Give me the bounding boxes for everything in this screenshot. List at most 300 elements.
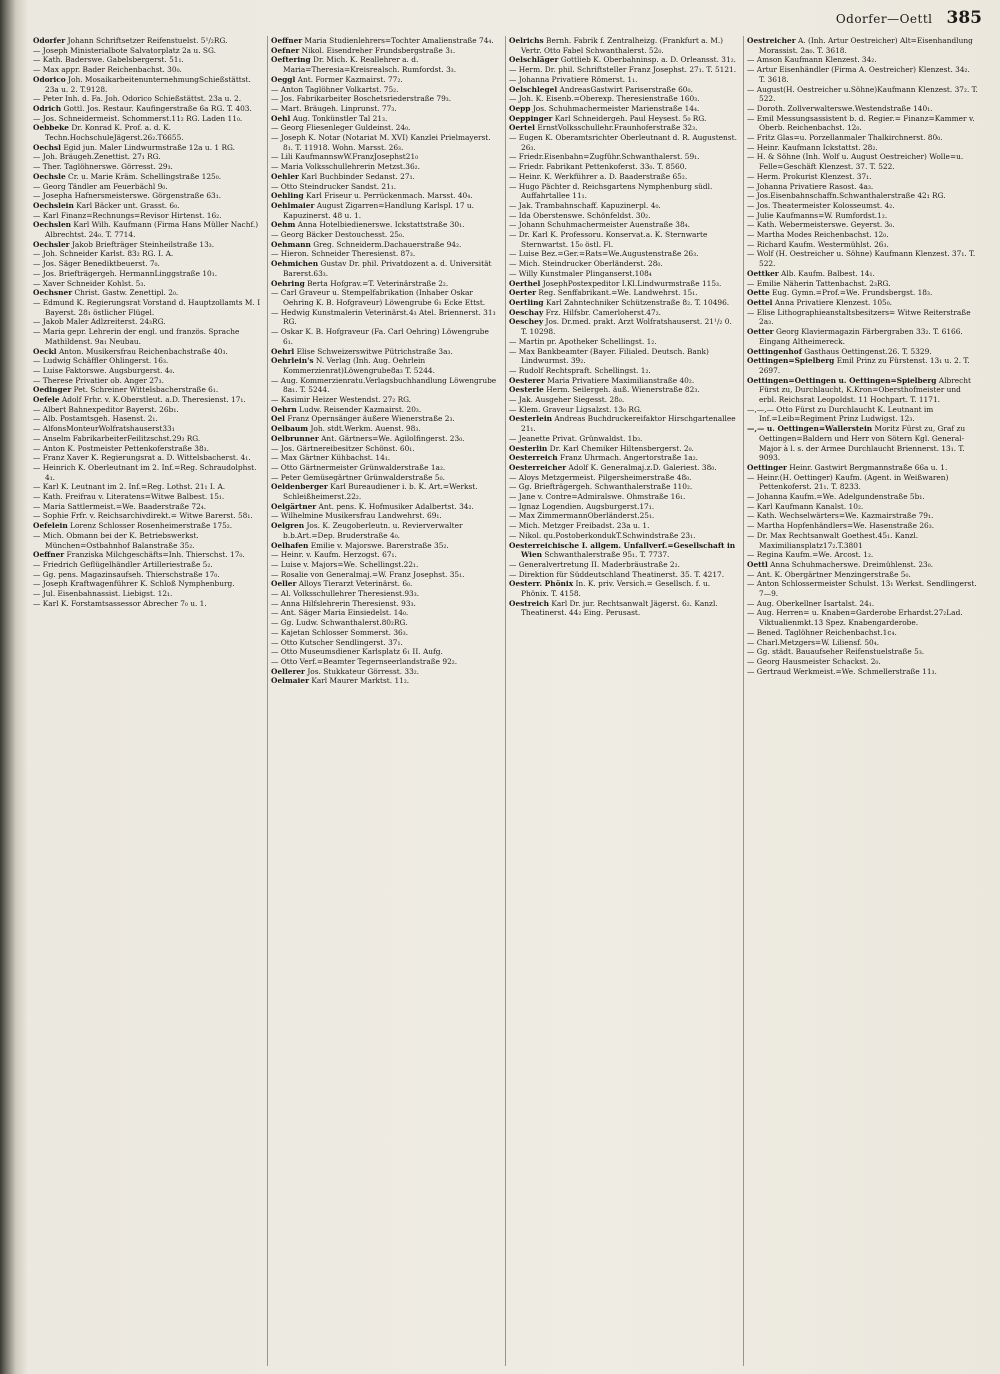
entry-details: N. Verlag (Inh. Aug. Oehrlein Kommerzienrat)Löwengrube8a₃ T. 5244. [283,356,435,375]
entry-details: — Carl Graveur u. Stempelfabrikation (Inhaber Oskar Oehring K. B. Hofgraveur) Löwengrube 6₁ Ecke Ettst. [271,288,486,307]
entry-details: — Anton Schlossermeister Schulst. 13₁ Werkst. Sendlingerst. 7—9. [747,579,977,599]
entry-surname: Oeschey [509,317,544,327]
entry-details: — Georg Fliesenleger Guldeinst. 24₀. [271,123,411,133]
directory-entry [271,579,501,589]
entry-details: — Lili KaufmannswW.FranzJosephst21₀ [271,152,419,162]
entry-surname: Odorfer [33,36,66,45]
entry-details: — Jos. Schneidermeist. Schommerst.11₂ RG. Laden 11₀. [33,113,243,123]
entry-surname: Oelbaum [271,424,309,434]
entry-surname: Oeffner [33,550,65,560]
entry-surname: Oelhafen [271,540,309,550]
entry-surname: Oeggl [271,74,296,84]
directory-entry [509,347,739,366]
entry-details: Anna Privatiere Klenzest. 105₀. [774,297,893,307]
directory-entry [33,114,263,124]
directory-entry [271,434,501,444]
entry-details: Maria Studienlehrers=Tochter Amalienstraße 74₄. [304,36,494,45]
entry-details: — Regina Kaufm.=We. Arcost. 1₂. [747,550,874,560]
entry-details: — Ignaz Logendien. Augsburgerst.17₁. [509,501,655,511]
directory-entry [747,85,978,104]
directory-entry [509,172,739,182]
directory-entry [33,201,263,211]
entry-details: — Bened. Taglöhner Reichenbachst.1c₄. [747,627,897,637]
entry-details: — Karl K. Forstamtsassessor Abrecher 7₀ u. 1. [33,598,207,608]
entry-details: — Max ZimmermannOberländerst.25₁. [509,511,655,521]
entry-details: Franziska Milchgeschäfts=Inh. Thierschst. 17₀. [66,550,245,560]
entry-surname: Oechsler [33,239,70,249]
entry-details: — Hugo Pächter d. Reichsgartens Nymphenburg südl. Auffahrtallee 11₁. [509,181,713,201]
directory-entry [33,46,263,56]
directory-entry [747,211,978,221]
directory-entry [509,531,739,541]
page-header [836,8,982,34]
directory-entry [509,395,739,405]
directory-entry [33,269,263,279]
entry-details: — Kasimir Heizer Westendst. 27₂ RG. [271,395,412,405]
entry-surname: Oesterreichische I. allgem. Unfallverf.=Gesellschaft in Wien [509,540,736,560]
entry-details: — Alb. Postamtsgeh. Hasenst. 2₁. [33,414,158,424]
entry-details: — Al. Volksschullehrer Theresienst.93₃. [271,589,420,599]
directory-entry [509,220,739,230]
directory-entry [747,65,978,84]
entry-details: Aug. Tonkünstler Tal 21₃. [292,113,388,123]
entry-details: Bernh. Fabrik f. Zentralheizg. (Frankfurt a. M.) Vertr. Otto Fabel Schwanthalerst. 52₀. [521,36,724,55]
entry-surname: Oertel [509,123,535,133]
entry-details: — Rosalie von Generalmaj.=W. Franz Josephst. 35₁. [271,569,465,579]
entry-details: — Jul. Eisenbahnassist. Liebigst. 12₁. [33,589,173,599]
entry-details: Karl Wilh. Kaufmann (Firma Hans Müller Nachf.) Albrechtst. 24₀. T. 7714. [45,220,259,240]
directory-entry [33,560,263,570]
directory-entry [33,453,263,463]
entry-details: — Jane v. Contre=Admiralswe. Ohmstraße 16₁. [509,492,686,502]
entry-surname: Oepp [509,103,531,113]
entry-details: — AlfonsMonteurWolfratshauserst33₁ [33,424,175,434]
entry-details: — Maria gepr. Lehrerin der engl. und französ. Sprache Mathildenst. 9a₁ Neubau. [33,327,240,346]
directory-entry [271,85,501,95]
directory-entry [271,638,501,648]
entry-details: Lorenz Schlosser Rosenheimerstraße 175₂. [70,521,233,531]
directory-entry [747,356,978,375]
column-1 [30,36,268,1366]
entry-surname: Oehring [271,278,305,288]
directory-entry [271,657,501,667]
entry-details: In. K. priv. Versich.= Gesellsch. f. u. Phönix. T. 4158. [521,579,711,599]
entry-details: Egid jun. Maler Lindwurmstraße 12a u. 1 RG. [63,142,235,152]
directory-entry [747,511,978,521]
entry-surname: Oellerer [271,666,305,676]
directory-entry [509,249,739,259]
directory-entry [747,279,978,289]
entry-surname: Oelschläger [509,55,559,65]
entry-surname: Oechsner [33,288,73,298]
directory-entry [747,560,978,570]
entry-details: — Georg Bäcker Destouchesst. 25₀. [271,230,405,240]
directory-entry [33,279,263,289]
directory-entry [747,405,978,424]
entry-details: — Gg. pens. Magazinsaufseh. Thierschstraße 17₀. [33,569,220,579]
directory-entry [747,36,978,55]
entry-details: — Otto Kutscher Sendlingerst. 37₁. [271,637,403,647]
directory-entry [747,191,978,201]
entry-details: — Emil Messungsassistent b. d. Regier.= Finanz=Kammer v. Oberb. Reichenbachst. 12₀. [747,113,975,133]
directory-entry [33,240,263,250]
directory-entry [747,230,978,240]
directory-entry [33,482,263,492]
directory-entry [509,288,739,298]
entry-surname: Oehling [271,191,304,201]
directory-entry [33,288,263,298]
directory-entry [747,608,978,627]
directory-entry [33,492,263,502]
directory-entry [747,599,978,609]
directory-entry [271,676,501,686]
entry-surname: Oel [271,414,285,424]
entry-details: — Gg. städt. Bauaufseher Reifenstuelstraße 5₃. [747,647,925,657]
directory-entry [747,424,978,463]
entry-details: Karl Schneidergeh. Paul Heysest. 5₀ RG. [554,113,707,123]
entry-details: — Albert Bahnexpeditor Bayerst. 26b₁. [33,404,179,414]
directory-entry [747,201,978,211]
entry-surname: Oeffner [271,36,303,45]
directory-entry [271,511,501,521]
directory-entry [271,133,501,152]
entry-details: — Gertraud Werkmeist.=We. Schmellerstraße 11₃. [747,666,937,676]
entry-surname: Oesterlin [509,443,548,453]
entry-details: — Joseph Ministerialbote Salvatorplatz 2a u. SG. [33,45,216,55]
directory-entry [509,453,739,463]
entry-details: — Jeanette Privat. Grünwaldst. 1b₃. [509,433,643,443]
directory-entry [747,502,978,512]
directory-entry [509,123,739,133]
entry-details: — Otto Museumsdiener Karlsplatz 6₁ II. Aufg. [271,647,443,657]
entry-details: Christ. Gastw. Zenettipl. 2₀. [74,288,179,298]
entry-details: — Oskar K. B. Hofgraveur (Fa. Carl Oehring) Löwengrube 6₁. [271,327,489,346]
entry-details: — Anton K. Postmeister Pettenkoferstraße 38₃. [33,443,209,453]
entry-surname: Oettker [747,268,779,278]
entry-details: Frz. Hilfsbr. Camerloherst.47₂. [545,307,662,317]
entry-details: — Mich. Obmann bei der K. Betriebswerkst. München=Ostbahnhof Balanstraße 35₂. [33,530,199,550]
directory-entry [509,511,739,521]
entry-details: — Jos. Fabrikarbeiter Boschetsriederstraße 79₃. [271,94,452,104]
directory-entry [271,424,501,434]
entry-surname: Oechslen [33,220,72,230]
directory-entry [271,114,501,124]
entry-surname: Oestreicher [747,36,796,45]
entry-details: — Ant. Säger Maria Einsiedelst. 14₀. [271,608,409,618]
directory-entry [509,104,739,114]
directory-entry [271,356,501,375]
directory-entry [271,628,501,638]
entry-details: — Jos.Eisenbahnschaffn.Schwanthalerstraße 42₁ RG. [747,191,946,201]
directory-entry [271,589,501,599]
entry-surname: Oelgren [271,521,305,531]
directory-entry [747,628,978,638]
entry-details: — Klem. Graveur Ligsalzst. 13₀ RG. [509,404,642,414]
entry-details: JosephPostexpeditor I.Kl.Lindwurmstraße 115₃. [542,278,722,288]
directory-entry [509,444,739,454]
entry-details: — Karl Kaufmann Kanalst. 10₂. [747,501,864,511]
entry-details: Karl Friseur u. Perrückenmach. Marsst. 40₄. [306,191,473,201]
entry-details: — Eugen K. Oberamtsrichter Oberleutnant d. R. Augustenst. 26₃. [509,133,737,152]
directory-entry [33,162,263,172]
directory-entry [33,123,263,142]
entry-details: Karl Dr. jur. Rechtsanwalt Jägerst. 6₂. Kanzl. Theatinerst. 44₂ Eing. Perusast. [521,598,718,618]
entry-details: Albrecht Fürst zu, Durchlaucht, K.Kron=Obersthofmeister und erbl. Reichsrat Leopoldst. 11 Hochpart. T. 1171. [759,375,971,405]
directory-entry [509,376,739,386]
entry-surname: Oerthel [509,278,541,288]
directory-entry [271,230,501,240]
directory-entry [509,162,739,172]
entry-details: Dr. Mich. K. Reallehrer a. d. Maria=Theresia=Kreisrealsch. Rumfordst. 3₃. [283,55,457,75]
entry-details: Emilie v. Majorswe. Barerstraße 35₂. [310,540,449,550]
entry-surname: Oesterlein [509,414,553,424]
directory-entry [747,182,978,192]
entry-details: Jos. Stukkateur Görresst. 33₂. [307,666,420,676]
directory-entry [33,249,263,259]
entry-details: A. (Inh. Artur Oestreicher) Alt=Eisenhandlung Morassist. 2a₀. T. 3618. [759,36,973,55]
entry-details: Ludw. Reisender Kazmairst. 20₃. [299,404,422,414]
directory-entry [509,36,739,55]
entry-details: Franz Opernsänger äußere Wienerstraße 2₃. [287,414,455,424]
entry-details: Jos. K. Zeugoberleutn. u. Revierverwalter b.b.Art.=Dep. Bruderstraße 4₀. [283,521,463,540]
directory-entry [271,152,501,162]
entry-details: — August(H. Oestreicher u.Söhne)Kaufmann Klenzest. 37₂. T. 522. [747,84,978,104]
entry-details: — Richard Kaufm. Westermühlst. 26₃. [747,239,889,249]
entry-details: August Zigarren=Handlung Karlspl. 17 u. Kapuzinerst. 48 u. 1. [283,200,475,220]
entry-details: Gottlieb K. Oberbahninsp. a. D. Orleansst. 31₂. [560,55,737,65]
entry-surname: Oeschay [509,307,544,317]
directory-entry [271,182,501,192]
entry-details: Gasthaus Oettingenst.26. T. 5329. [804,346,932,356]
directory-entry [33,414,263,424]
entry-details: — Ludwig Schäffler Ohlingerst. 16₃. [33,356,169,366]
directory-entry [509,434,739,444]
directory-entry [33,385,263,395]
directory-entry [271,618,501,628]
entry-surname: Oette [747,288,770,298]
entry-details: Elise Schweizerswitwe Pütrichstraße 3a₃. [296,346,453,356]
entry-details: — Dr. Karl K. Professoru. Konservat.a. K. Sternwarte Sternwartst. 15₀ östl. Fl. [509,230,708,249]
entry-details: — Friedr.Eisenbahn=Zugführ.Schwanthalerst. 59₁. [509,152,700,162]
entry-details: — Kajetan Schlosser Sommerst. 36₃. [271,627,409,637]
entry-details: — Franz Xaver K. Regierungsrat a. D. Wittelsbacherst. 4₁. [33,453,251,463]
entry-surname: Oesterr. Phönix [509,579,574,589]
entry-details: AndreasGastwirt Pariserstraße 60₀. [559,84,693,94]
entry-details: Karl Buchbinder Sedanst. 27₁. [301,171,415,181]
entry-details: Cr. u. Marie Kräm. Schellingstraße 125₀. [68,171,222,181]
directory-entry [33,366,263,376]
directory-entry [271,75,501,85]
directory-entry [747,269,978,279]
entry-surname: Oehmann [271,239,311,249]
directory-entry [271,414,501,424]
directory-entry [33,182,263,192]
entry-surname: Oesterreich [509,453,558,463]
directory-entry [33,298,263,317]
directory-entry [33,550,263,560]
entry-details: — Gg. Ludw. Schwanthalerst.80₂RG. [271,618,408,628]
entry-details: — Jos. Gärtnereibesitzer Schönst. 60₁. [271,443,415,453]
entry-details: — Otto Gärtnermeister Grünwalderstraße 1a₂. [271,462,446,472]
entry-details: — Aug. Herren= u. Knaben=Garderobe Erhardst.27₂Lad. Viktualienmkt.13 Spez. Knabengarderobe. [747,608,963,628]
directory-entry [747,288,978,298]
directory-entry [271,502,501,512]
directory-entry [33,521,263,531]
directory-entry [509,317,739,336]
directory-entry [271,288,501,307]
directory-entry [271,473,501,483]
directory-entry [747,521,978,531]
directory-entry [509,65,739,75]
entry-details: — Aug. Kommerzienratu.Verlagsbuchhandlung Löwengrube 8a₁. T. 5244. [271,375,497,395]
entry-details: Ant. pens. K. Hofmusiker Adalbertst. 34₂. [318,501,474,511]
entry-details: — Doroth. Zollverwalterswe.Westendstraße 140₁. [747,103,933,113]
directory-entry [33,502,263,512]
entry-details: — Karl Finanz=Rechnungs=Revisor Hirtenst. 16₂. [33,210,222,220]
directory-entry [271,191,501,201]
entry-details: Berta Hofgrav.=T. Veterinärstraße 2₂. [307,278,449,288]
entry-surname: Oehler [271,171,299,181]
directory-entry [509,279,739,289]
entry-details: — Jak. Ausgeher Siegesst. 28₀. [509,395,625,405]
entry-details: — Peter Gemüsegärtner Grünwalderstraße 5₀. [271,472,445,482]
directory-entry [747,172,978,182]
directory-entry [509,298,739,308]
entry-details: — Dr. Max Rechtsanwalt Goethest.45₁. Kanzl. Maximiliansplatz17₂.T.3801 [747,530,919,550]
directory-entry [271,46,501,56]
directory-entry [509,599,739,618]
entry-details: — Anton Taglöhner Volkartst. 75₂. [271,84,399,94]
entry-details: Gottl. Jos. Restaur. Kaufingerstraße 6a RG. T. 403. [63,103,252,113]
directory-entry [271,327,501,346]
entry-details: — Rudolf Rechtspraft. Schellingst. 1₂. [509,365,651,375]
directory-entry [271,521,501,540]
directory-entry [747,579,978,598]
directory-entry [271,201,501,220]
entry-surname: Oelschlegel [509,84,558,94]
directory-entry [509,502,739,512]
directory-entry [271,240,501,250]
entry-surname: Oelrichs [509,36,544,45]
entry-details: — Heinrich K. Oberleutnant im 2. Inf.=Reg. Schraudolphst. 4₁. [33,462,257,482]
directory-entry [271,560,501,570]
entry-details: — Joseph K. Notar (Notariat M. XVI) Kanzlei Prielmayerst. 8₁. T. 11918. Wohn. Marsst. 26₃. [271,133,491,152]
entry-details: — Julie Kaufmanns=W. Rumfordst.1₂. [747,210,888,220]
directory-entry [509,308,739,318]
entry-details: — Wolf (H. Oestreicher u. Söhne) Kaufmann Klenzest. 37₁. T. 522. [747,249,976,269]
directory-entry [271,162,501,172]
directory-entry [271,395,501,405]
directory-entry [271,94,501,104]
entry-details: — Joh. K. Eisenb.=Oberexp. Theresienstraße 160₃. [509,94,700,104]
entry-details: — Jos. Briefträgergeh. HermannLinggstraße 10₁. [33,268,218,278]
entry-surname: Oesterle [509,385,544,395]
entry-details: — Willy Kunstmaler Plinganserst.108₄ [509,268,652,278]
entry-details: Anton. Musikersfrau Reichenbachstraße 40₃. [58,346,228,356]
directory-entry [271,463,501,473]
entry-details: Ant. Former Kazmairst. 77₂. [297,74,403,84]
directory-entry [271,347,501,357]
directory-entry [509,182,739,201]
entry-details: Reg. Senffabrikant.=We. Landwehrst. 15₁. [538,288,698,298]
entry-details: — Hedwig Kunstmalerin Veterinärst.4₃ Atel. Briennerst. 31₃ RG. [271,307,496,327]
entry-details: — Ida Oberstenswe. Schönfeldst. 30₂. [509,210,651,220]
directory-entry [33,434,263,444]
entry-details: — Herm. Prokurist Klenzest. 37₁. [747,171,872,181]
directory-entry [747,347,978,357]
directory-entry [747,492,978,502]
entry-details: Dr. Konrad K. Prof. a. d. K. Techn.HochschuleJägerst.26₂.T6655. [45,123,184,143]
directory-entry [271,541,501,551]
entry-details: — Therese Privatier ob. Anger 27₃. [33,375,164,385]
entry-details: Alloys Tierarzt Veterinärst. 6₀. [298,579,413,589]
directory-entry [509,482,739,492]
entry-surname: Oechsl [33,142,61,152]
entry-surname: Oehmichen [271,259,319,269]
entry-surname: Oechsle [33,171,66,181]
entry-details: — Joh. Bräugeh.Zenettist. 27₁ RG. [33,152,161,162]
entry-surname: Oehrl [271,346,295,356]
entry-surname: —,— u. Oettingen=Wallerstein [747,424,873,434]
entry-surname: Oechslein [33,200,74,210]
entry-surname: Oebbeke [33,123,70,133]
entry-details: — Artur Eisenhändler (Firma A. Oestreicher) Klenzest. 34₂. T. 3618. [747,65,970,84]
directory-entry [33,463,263,482]
column-2 [268,36,506,1366]
directory-entry [509,201,739,211]
directory-entry [33,356,263,366]
directory-entry [271,104,501,114]
directory-entry [509,414,739,433]
directory-entry [33,259,263,269]
entry-surname: Oefele [33,395,60,405]
entry-details: — H. & Söhne (Inh. Wolf u. August Oestreicher) Wolle=u. Felle=Geschäft Klenzest. 37. T. 522. [747,152,964,172]
directory-entry [271,570,501,580]
directory-entry [747,531,978,550]
directory-entry [271,308,501,327]
entry-surname: Odorico [33,74,66,84]
entry-details: Jos. Dr.med. prakt. Arzt Wolfratshauserst. 21¹/₂ 0. T. 10298. [521,317,732,337]
directory-entry [509,463,739,473]
entry-details: Georg Klaviermagazin Färbergraben 33₂. T. 6166. Eingang Altheimereck. [759,327,963,346]
entry-details: — Fritz Glas=u. Porzellanmaler Thalkirchnerst. 80₀. [747,133,943,143]
entry-details: Herm. Seilergeh. äuß. Wienerstraße 82₃. [546,385,700,395]
entry-details: Anna Hotelbiedienerswe. Ickstattstraße 30₁. [297,220,465,230]
directory-entry [33,317,263,327]
entry-details: Joh. MosaikarbeitenunternehmungSchießstättst. 23a u. 2. T.9128. [45,74,251,94]
directory-entry [271,482,501,501]
directory-entry [747,298,978,308]
directory-entry [747,463,978,473]
directory-entry [33,511,263,521]
column-3 [506,36,744,1366]
entry-details: — Hieron. Schneider Theresienst. 87₃. [271,249,416,259]
entry-details: — Johanna Privatiere Römerst. 1₁. [509,74,638,84]
entry-details: — Johanna Privatiere Rasost. 4a₃. [747,181,874,191]
directory-entry [33,152,263,162]
directory-entry [271,608,501,618]
directory-entry [509,366,739,376]
entry-details: — Martha Modes Reichenbachst. 12₀. [747,230,889,240]
entry-surname: Oerter [509,288,537,298]
directory-entry [747,550,978,560]
directory-entry [747,240,978,250]
entry-details: — Edmund K. Regierungsrat Vorstand d. Hauptzollamts M. I Bayerst. 28₁ östlicher Flügel. [33,297,261,317]
entry-details: — Generalvertretung II. Maderbräustraße 2₂. [509,559,680,569]
directory-entry [747,104,978,114]
entry-details: Schwanthalerstraße 95₁. T. 7737. [544,550,670,560]
entry-details: — Max Gärtner Kühbachst. 14₁. [271,453,391,463]
